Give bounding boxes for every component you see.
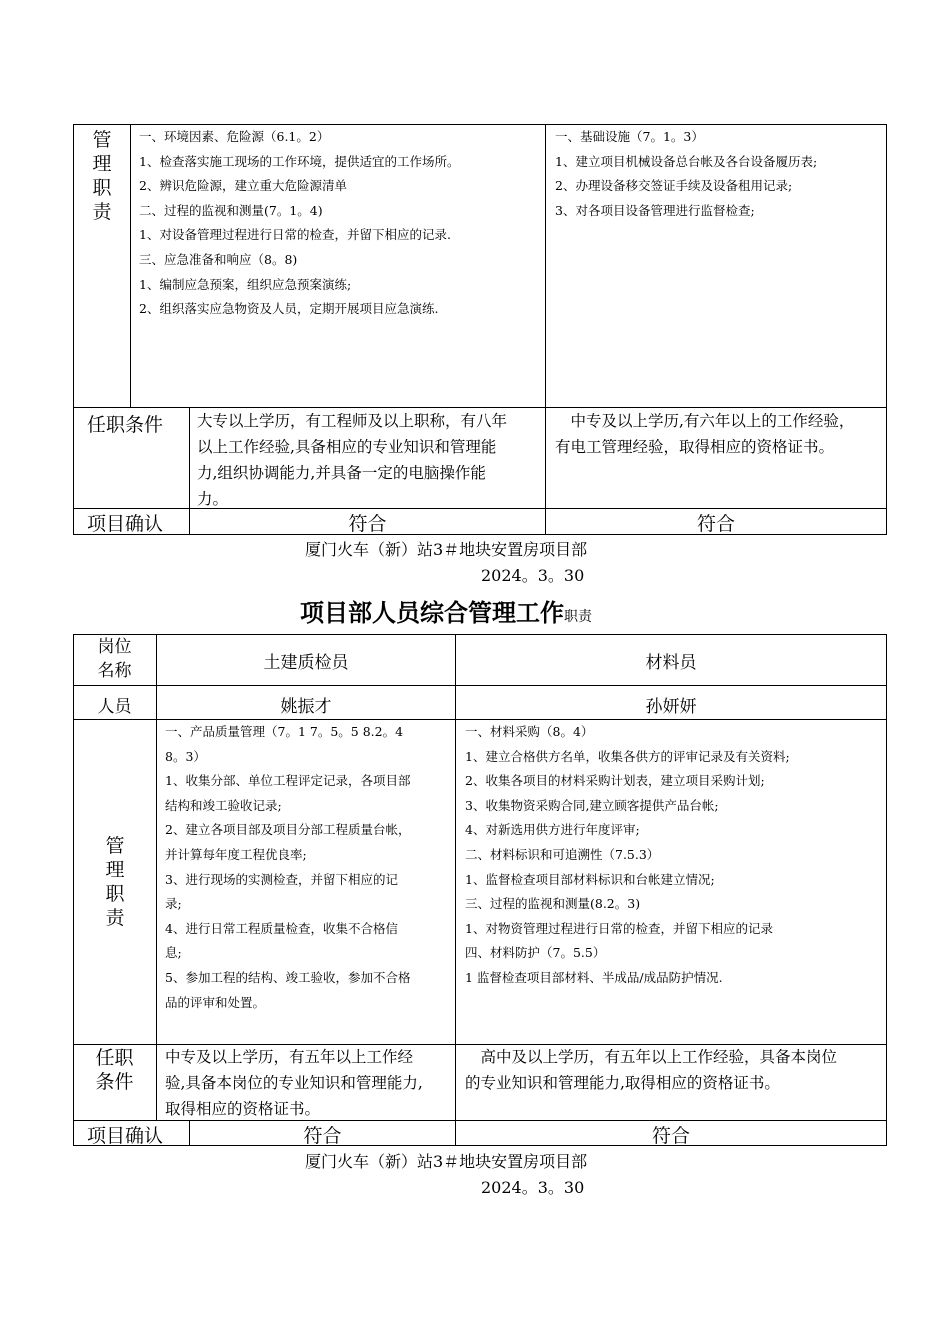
duty-item: 2、收集各项目的材料采购计划表，建立项目采购计划; — [465, 773, 765, 789]
bottom-table — [73, 634, 887, 1146]
date: 2024。3。30 — [481, 1178, 585, 1197]
duty-item: 一、材料采购（8。4） — [465, 724, 594, 739]
duty-item: 4、进行日常工程质量检查，收集不合格信 — [165, 920, 398, 936]
qualification-label: 任职 条件 — [95, 1047, 134, 1093]
duty-item: 1、建立项目机械设备总台帐及各台设备履历表; — [555, 153, 818, 169]
duty-item: 3、收集物资采购合同,建立顾客提供产品台帐; — [465, 797, 719, 813]
confirm-right: 符合 — [696, 513, 735, 535]
duty-item: 2、办理设备移交签证手续及设备租用记录; — [555, 178, 793, 194]
duty-item: 三、应急准备和响应（8。8) — [139, 251, 298, 267]
duties-list-right — [465, 720, 885, 991]
duty-item: 2、建立各项目部及项目分部工程质量台帐， — [165, 822, 411, 838]
duty-item: 并计算每年度工程优良率; — [165, 846, 307, 862]
duty-item: 1、对物资管理过程进行日常的检查，并留下相应的记录 — [465, 920, 773, 936]
qualification-right: 高中及以上学历，有五年以上工作经验，具备本岗位 的专业知识和管理能力,取得相应的资格证书。 — [465, 1048, 838, 1092]
duty-item: 1 监督检查项目部材料、半成品/成品防护情况. — [465, 969, 723, 985]
duty-item: 一、环境因素、危险源（6.1。2） — [139, 129, 330, 144]
duty-item: 1、检查落实施工现场的工作环境，提供适宜的工作场所。 — [139, 153, 460, 169]
mgmt-label: 管 理 职 责 — [105, 835, 125, 929]
org-name: 厦门火车（新）站3＃地块安置房项目部 — [305, 540, 588, 559]
post-left: 土建质检员 — [263, 653, 349, 673]
person-right: 孙妍妍 — [645, 697, 697, 717]
confirm-left: 符合 — [348, 513, 387, 535]
duty-item: 1、编制应急预案，组织应急预案演练; — [139, 276, 352, 292]
post-label: 岗位 名称 — [97, 637, 132, 681]
qualification-left: 中专及以上学历，有五年以上工作经 验,具备本岗位的专业知识和管理能力, 取得相应的资格证书。 — [165, 1048, 423, 1118]
duty-item: 3、进行现场的实测检查，并留下相应的记 — [165, 871, 398, 887]
duty-item: 1、监督检查项目部材料标识和台帐建立情况; — [465, 871, 715, 887]
confirm-left: 符合 — [303, 1125, 342, 1147]
person-left: 姚振才 — [280, 697, 332, 717]
duty-item: 品的评审和处置。 — [165, 994, 266, 1010]
duty-item: 2、组织落实应急物资及人员，定期开展项目应急演练. — [139, 301, 439, 317]
qualification-left: 大专以上学历，有工程师及以上职称，有八年 以上工作经验,具备相应的专业知识和管理能 力,组织协调能力,并具备一定的电脑操作能 力。 — [197, 412, 508, 508]
duties-list-left — [165, 720, 450, 1015]
duty-item: 2、辨识危险源，建立重大危险源清单 — [139, 178, 347, 194]
duties-list-left — [139, 125, 539, 322]
duty-item: 4、对新选用供方进行年度评审; — [465, 822, 640, 838]
confirm-right: 符合 — [651, 1125, 690, 1147]
duty-item: 3、对各项目设备管理进行监督检查; — [555, 202, 755, 218]
page-title: 项目部人员综合管理工作职责 — [300, 599, 592, 627]
duty-item: 一、基础设施（7。1。3） — [555, 129, 704, 144]
duty-item: 5、参加工程的结构、竣工验收，参加不合格 — [165, 969, 411, 985]
duty-item: 1、对设备管理过程进行日常的检查，并留下相应的记录. — [139, 227, 451, 243]
org-name: 厦门火车（新）站3＃地块安置房项目部 — [305, 1152, 588, 1171]
qualification-label: 任职条件 — [87, 414, 164, 436]
duties-list-right — [555, 125, 885, 223]
date: 2024。3。30 — [481, 566, 585, 585]
page-title-suffix: 职责 — [564, 609, 592, 625]
confirm-label: 项目确认 — [87, 1125, 164, 1147]
duty-item: 息; — [165, 945, 182, 961]
post-right: 材料员 — [645, 653, 697, 673]
duty-item: 录; — [165, 896, 182, 912]
duty-item: 结构和竣工验收记录; — [165, 797, 282, 813]
duty-item: 1、收集分部、单位工程评定记录，各项目部 — [165, 773, 411, 789]
person-label: 人员 — [97, 697, 132, 717]
duty-item: 三、过程的监视和测量(8.2。3) — [465, 896, 641, 912]
duty-item: 四、材料防护（7。5.5） — [465, 945, 606, 961]
mgmt-label: 管 理 职 责 — [92, 129, 112, 223]
duty-item: 1、建立合格供方名单，收集各供方的评审记录及有关资料; — [465, 748, 790, 764]
duty-item: 二、材料标识和可追溯性（7.5.3） — [465, 846, 660, 862]
top-table — [73, 124, 887, 535]
duty-item: 二、过程的监视和测量(7。1。4) — [139, 202, 323, 218]
qualification-right: 中专及以上学历,有六年以上的工作经验， 有电工管理经验，取得相应的资格证书。 — [555, 412, 855, 456]
confirm-label: 项目确认 — [87, 513, 164, 535]
duty-item: 8。3） — [165, 748, 206, 764]
duty-item: 一、产品质量管理（7。1 7。5。5 8.2。4 — [165, 724, 404, 739]
